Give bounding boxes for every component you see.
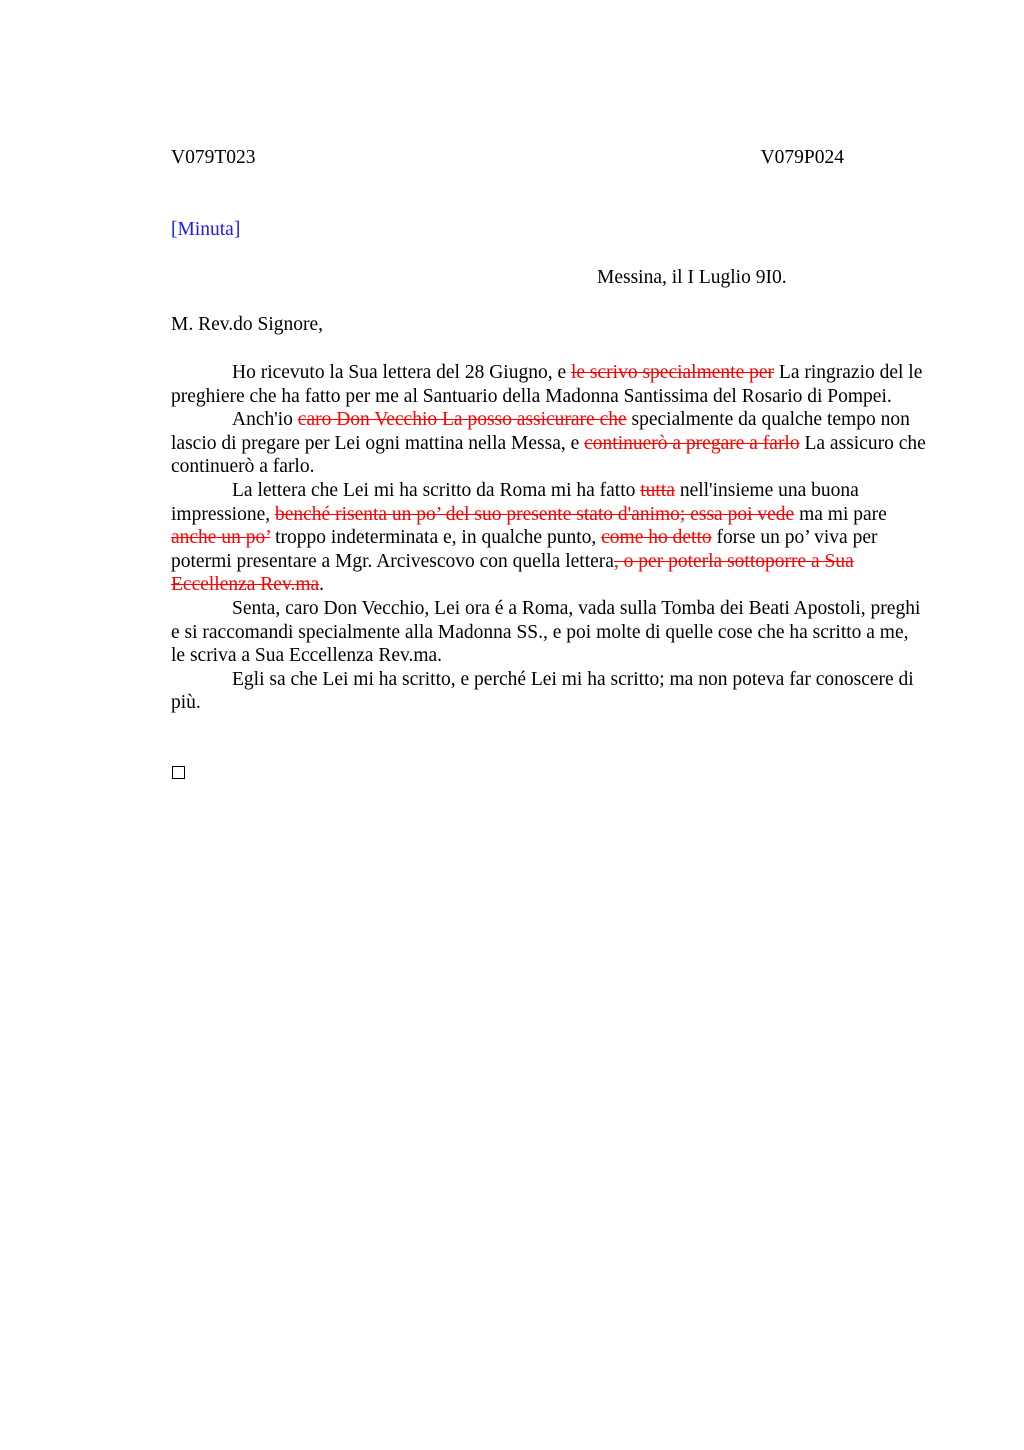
letter-text: . xyxy=(319,574,325,596)
deleted-text: tutta xyxy=(640,479,675,501)
letter-text: Senta, caro Don Vecchio, Lei ora é a Roma, vada sulla Tomba dei Beati Apostoli, preghi e si raccomandi specialmente alla Madonna SS., e poi molte di quelle cose che ha scritto a me, le scriva a Sua Eccellenza Rev.ma. xyxy=(171,597,921,667)
deleted-text: caro Don Vecchio La posso assicurare che xyxy=(297,409,627,431)
letter-text: La ringrazio del le preghiere che ha fatto per me al Santuario della Madonna Santissima del Rosario di Pompei. xyxy=(171,362,923,407)
left-document-code: V079T023 xyxy=(171,147,256,168)
letter-paragraph xyxy=(171,668,926,715)
letter-text: nell'insieme una buona impressione, xyxy=(171,479,859,525)
deleted-text: benché risenta un po’ del suo presente stato d'animo; essa poi vede xyxy=(274,503,795,525)
deleted-text: continuerò a pregare a farlo xyxy=(584,432,800,454)
letter-paragraph xyxy=(171,597,926,668)
letter-text: specialmente da qualche tempo non lascio di pregare per Lei ogni mattina nella Messa, e xyxy=(171,409,910,454)
letter-text: forse un po’ viva per potermi presentare a Mgr. Arcivescovo con quella lettera xyxy=(171,527,878,572)
letter-text: Ho ricevuto la Sua lettera del 28 Giugno, e xyxy=(232,362,571,383)
salutation: M. Rev.do Signore, xyxy=(171,314,324,335)
empty-square-icon xyxy=(172,766,185,779)
deleted-text: anche un po’ xyxy=(171,527,271,549)
dateline: Messina, il I Luglio 9I0. xyxy=(597,267,787,288)
letter-paragraph xyxy=(171,408,926,479)
deleted-text: come ho detto xyxy=(601,527,712,549)
document-header xyxy=(171,146,844,170)
letter-text: troppo indeterminata e, in qualche punto, xyxy=(270,527,602,549)
letter-paragraph xyxy=(171,479,926,597)
minuta-label: [Minuta] xyxy=(171,219,241,240)
deleted-text: le scrivo specialmente per xyxy=(570,362,775,383)
letter-body xyxy=(171,361,926,715)
letter-text: Anch'io xyxy=(232,409,298,431)
letter-text: La lettera che Lei mi ha scritto da Roma mi ha fatto xyxy=(232,479,641,501)
letter-paragraph xyxy=(171,361,926,408)
letter-text: ma mi pare xyxy=(794,503,887,525)
deleted-text: , o per poterla sottoporre a Sua Eccellenza Rev.ma xyxy=(171,550,854,596)
letter-text: La assicuro che continuerò a farlo. xyxy=(171,432,926,478)
right-document-code: V079P024 xyxy=(760,147,844,168)
letter-text: Egli sa che Lei mi ha scritto, e perché Lei mi ha scritto; ma non poteva far conoscere di più. xyxy=(171,668,914,714)
